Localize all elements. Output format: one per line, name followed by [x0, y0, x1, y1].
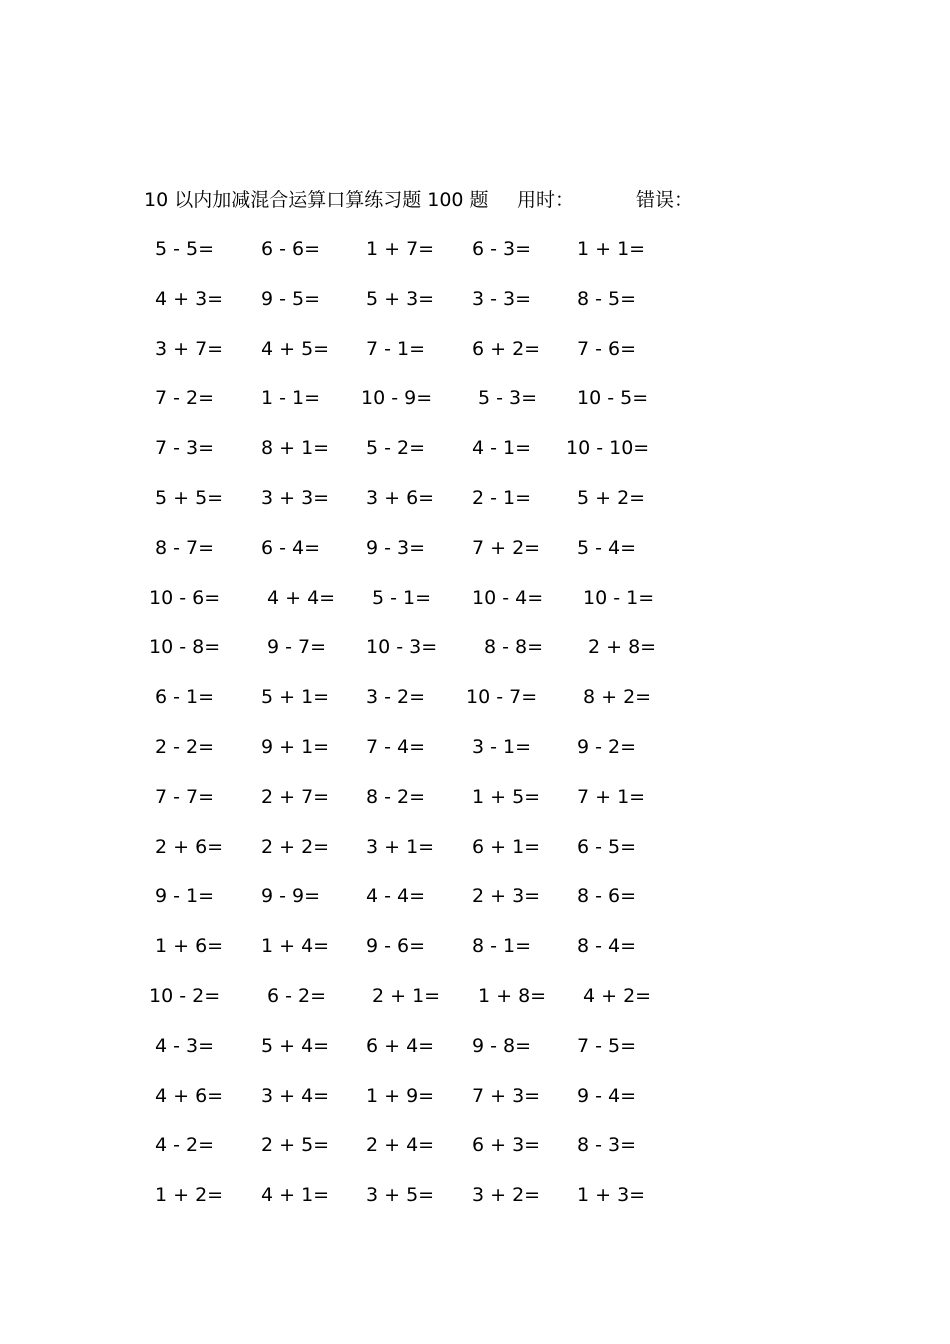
problem-item: 4 - 1= — [472, 437, 532, 460]
problem-row — [0, 484, 950, 534]
problem-item: 5 - 3= — [478, 387, 538, 410]
problem-row — [0, 285, 950, 335]
problem-item: 2 + 1= — [372, 984, 441, 1007]
problem-item: 9 - 7= — [267, 636, 327, 659]
problem-item: 5 + 1= — [261, 686, 330, 709]
problem-item: 8 - 3= — [577, 1134, 637, 1157]
problem-item: 1 + 9= — [366, 1084, 435, 1107]
problem-item: 8 - 8= — [484, 636, 544, 659]
problem-row — [0, 882, 950, 932]
problem-item: 6 - 5= — [577, 835, 637, 858]
problem-item: 8 - 6= — [577, 885, 637, 908]
problem-item: 10 - 5= — [577, 387, 649, 410]
problem-item: 2 - 1= — [472, 486, 532, 509]
problem-item: 5 + 3= — [366, 287, 435, 310]
problem-item: 10 - 10= — [566, 437, 650, 460]
problem-item: 9 - 8= — [472, 1034, 532, 1057]
problem-item: 5 + 4= — [261, 1034, 330, 1057]
problem-item: 2 + 7= — [261, 785, 330, 808]
problem-item: 2 + 5= — [261, 1134, 330, 1157]
problem-row — [0, 335, 950, 385]
problem-item: 6 - 3= — [472, 238, 532, 260]
problem-item: 7 - 4= — [366, 735, 426, 758]
problem-item: 2 + 2= — [261, 835, 330, 858]
problem-item: 1 - 1= — [261, 387, 321, 410]
problem-item: 1 + 3= — [577, 1184, 646, 1207]
problem-item: 7 - 5= — [577, 1034, 637, 1057]
problem-row — [0, 584, 950, 634]
problem-item: 7 + 1= — [577, 785, 646, 808]
problem-item: 3 - 1= — [472, 735, 532, 758]
problem-item: 9 - 4= — [577, 1084, 637, 1107]
problem-item: 6 + 4= — [366, 1034, 435, 1057]
problem-item: 5 - 1= — [372, 586, 432, 609]
problem-item: 10 - 1= — [583, 586, 655, 609]
problem-item: 1 + 2= — [155, 1184, 224, 1207]
problem-item: 7 - 3= — [155, 437, 215, 460]
problem-item: 3 + 7= — [155, 337, 224, 360]
problem-item: 9 - 9= — [261, 885, 321, 908]
problem-row — [0, 1131, 950, 1181]
problem-item: 4 - 2= — [155, 1134, 215, 1157]
problem-item: 5 + 5= — [155, 486, 224, 509]
problem-item: 2 + 3= — [472, 885, 541, 908]
problem-row — [0, 982, 950, 1032]
problem-row — [0, 384, 950, 434]
problem-item: 6 - 1= — [155, 686, 215, 709]
worksheet-title: 10 以内加减混合运算口算练习题 100 题 — [144, 189, 489, 211]
problem-item: 3 + 5= — [366, 1184, 435, 1207]
problem-item: 4 + 3= — [155, 287, 224, 310]
time-label: 用时： — [517, 189, 575, 211]
problem-item: 1 + 6= — [155, 935, 224, 958]
problem-item: 7 - 7= — [155, 785, 215, 808]
problem-item: 8 - 2= — [366, 785, 426, 808]
problem-item: 4 + 1= — [261, 1184, 330, 1207]
problem-item: 10 - 9= — [361, 387, 433, 410]
problem-item: 1 + 5= — [472, 785, 541, 808]
problem-item: 6 - 4= — [261, 536, 321, 559]
problem-item: 3 + 2= — [472, 1184, 541, 1207]
problem-item: 10 - 2= — [149, 984, 221, 1007]
problem-row — [0, 235, 950, 285]
problem-item: 2 - 2= — [155, 735, 215, 758]
problem-item: 9 - 1= — [155, 885, 215, 908]
problem-row — [0, 683, 950, 733]
problem-item: 5 - 5= — [155, 238, 215, 260]
problem-item: 2 + 4= — [366, 1134, 435, 1157]
problem-item: 1 + 7= — [366, 238, 435, 260]
problem-item: 9 - 2= — [577, 735, 637, 758]
problem-item: 1 + 4= — [261, 935, 330, 958]
errors-label: 错误： — [636, 189, 694, 211]
problem-item: 10 - 4= — [472, 586, 544, 609]
problem-item: 9 - 3= — [366, 536, 426, 559]
problem-item: 3 + 4= — [261, 1084, 330, 1107]
problem-item: 10 - 6= — [149, 586, 221, 609]
problem-row — [0, 1032, 950, 1082]
problem-item: 4 - 3= — [155, 1034, 215, 1057]
problem-item: 7 - 2= — [155, 387, 215, 410]
problem-item: 10 - 3= — [366, 636, 438, 659]
problem-item: 4 + 2= — [583, 984, 652, 1007]
problem-item: 3 + 3= — [261, 486, 330, 509]
problem-item: 4 + 5= — [261, 337, 330, 360]
problem-item: 7 - 1= — [366, 337, 426, 360]
problem-item: 8 - 5= — [577, 287, 637, 310]
problem-row — [0, 932, 950, 982]
problem-item: 5 - 4= — [577, 536, 637, 559]
problem-item: 7 + 2= — [472, 536, 541, 559]
problem-item: 1 + 1= — [577, 238, 646, 260]
problem-item: 4 + 6= — [155, 1084, 224, 1107]
problem-row — [0, 733, 950, 783]
problem-item: 8 - 4= — [577, 935, 637, 958]
problem-row — [0, 434, 950, 484]
problem-item: 6 + 3= — [472, 1134, 541, 1157]
problem-item: 2 + 8= — [588, 636, 657, 659]
problem-item: 7 - 6= — [577, 337, 637, 360]
problem-item: 9 - 6= — [366, 935, 426, 958]
problem-item: 9 - 5= — [261, 287, 321, 310]
problem-row — [0, 833, 950, 883]
problem-item: 6 - 2= — [267, 984, 327, 1007]
problem-item: 6 - 6= — [261, 238, 321, 260]
problem-row — [0, 783, 950, 833]
problem-item: 8 + 2= — [583, 686, 652, 709]
problem-item: 10 - 8= — [149, 636, 221, 659]
problem-item: 3 - 3= — [472, 287, 532, 310]
problem-item: 7 + 3= — [472, 1084, 541, 1107]
problem-row — [0, 1181, 950, 1231]
problem-item: 6 + 1= — [472, 835, 541, 858]
problem-item: 5 - 2= — [366, 437, 426, 460]
problem-item: 8 - 1= — [472, 935, 532, 958]
problem-item: 9 + 1= — [261, 735, 330, 758]
problem-item: 8 + 1= — [261, 437, 330, 460]
problem-row — [0, 633, 950, 683]
problem-item: 2 + 6= — [155, 835, 224, 858]
problem-item: 3 - 2= — [366, 686, 426, 709]
problem-item: 6 + 2= — [472, 337, 541, 360]
problem-item: 10 - 7= — [466, 686, 538, 709]
problem-item: 5 + 2= — [577, 486, 646, 509]
problem-item: 4 - 4= — [366, 885, 426, 908]
problem-row — [0, 534, 950, 584]
problem-row — [0, 1082, 950, 1132]
problem-item: 3 + 6= — [366, 486, 435, 509]
problem-item: 4 + 4= — [267, 586, 336, 609]
problem-item: 8 - 7= — [155, 536, 215, 559]
problem-grid — [0, 235, 950, 1231]
problem-item: 1 + 8= — [478, 984, 547, 1007]
problem-item: 3 + 1= — [366, 835, 435, 858]
